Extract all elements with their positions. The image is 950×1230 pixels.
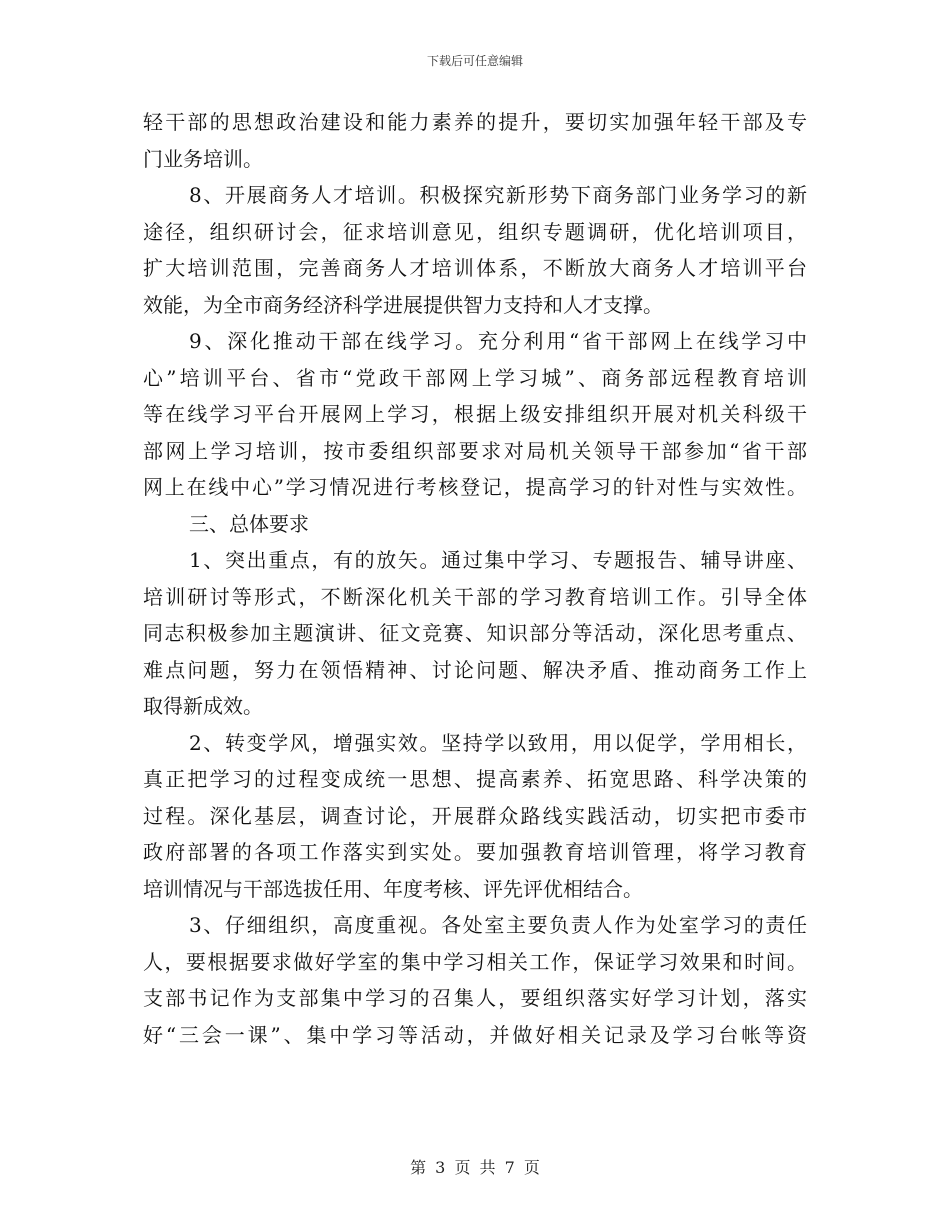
body-line: 支部书记作为支部集中学习的召集人，要组织落实好学习计划，落实 [143,986,807,1010]
body-line: 门业务培训。 [143,146,263,171]
section-item-9: 9、深化推动干部在线学习。充分利用“省干部网上在线学习中 [189,329,807,353]
page-number: 第 3 页 共 7 页 [410,1158,540,1177]
requirement-item-1: 1、突出重点，有的放矢。通过集中学习、专题报告、辅导讲座、 [189,548,807,572]
body-line: 效能，为全市商务经济科学进展提供智力支持和人才支撑。 [143,292,663,317]
section-item-8: 8、开展商务人才培训。积极探究新形势下商务部门业务学习的新 [189,183,807,207]
body-line: 等在线学习平台开展网上学习，根据上级安排组织开展对机关科级干 [143,402,807,426]
body-line: 培训研讨等形式，不断深化机关干部的学习教育培训工作。引导全体 [143,584,807,609]
body-line: 难点问题，努力在领悟精神、讨论问题、解决矛盾、推动商务工作上 [143,657,807,682]
body-line: 轻干部的思想政治建设和能力素养的提升，要切实加强年轻干部及专 [143,110,807,134]
body-line: 网上在线中心”学习情况进行考核登记，提高学习的针对性与实效性。 [143,475,807,499]
body-line: 过程。深化基层，调查讨论，开展群众路线实践活动，切实把市委市 [143,803,807,828]
requirement-item-2: 2、转变学风，增强实效。坚持学以致用，用以促学，学用相长， [189,730,807,755]
body-line: 培训情况与干部选拔任用、年度考核、评先评优相结合。 [143,876,643,901]
body-line: 真正把学习的过程变成统一思想、提高素养、拓宽思路、科学决策的 [143,767,807,791]
body-line: 政府部署的各项工作落实到实处。要加强教育培训管理，将学习教育 [143,840,807,864]
body-line: 扩大培训范围，完善商务人才培训体系，不断放大商务人才培训平台 [143,256,807,280]
body-line: 好“三会一课”、集中学习等活动，并做好相关记录及学习台帐等资 [143,1022,807,1047]
page-header: 下载后可任意编辑 [426,54,523,68]
body-line: 部网上学习培训，按市委组织部要求对局机关领导干部参加“省干部 [143,438,807,463]
section-heading: 三、总体要求 [189,511,309,536]
requirement-item-3: 3、仔细组织，高度重视。各处室主要负责人作为处室学习的责任 [189,913,807,937]
body-line: 心”培训平台、省市“党政干部网上学习城”、商务部远程教育培训 [143,365,807,390]
body-line: 途径，组织研讨会，征求培训意见，组织专题调研，优化培训项目， [143,219,807,244]
body-line: 取得新成效。 [143,694,263,718]
body-line: 同志积极参加主题演讲、征文竞赛、知识部分等活动，深化思考重点、 [143,621,807,645]
document-body [143,104,807,1053]
body-line: 人，要根据要求做好学室的集中学习相关工作，保证学习效果和时间。 [143,949,807,974]
